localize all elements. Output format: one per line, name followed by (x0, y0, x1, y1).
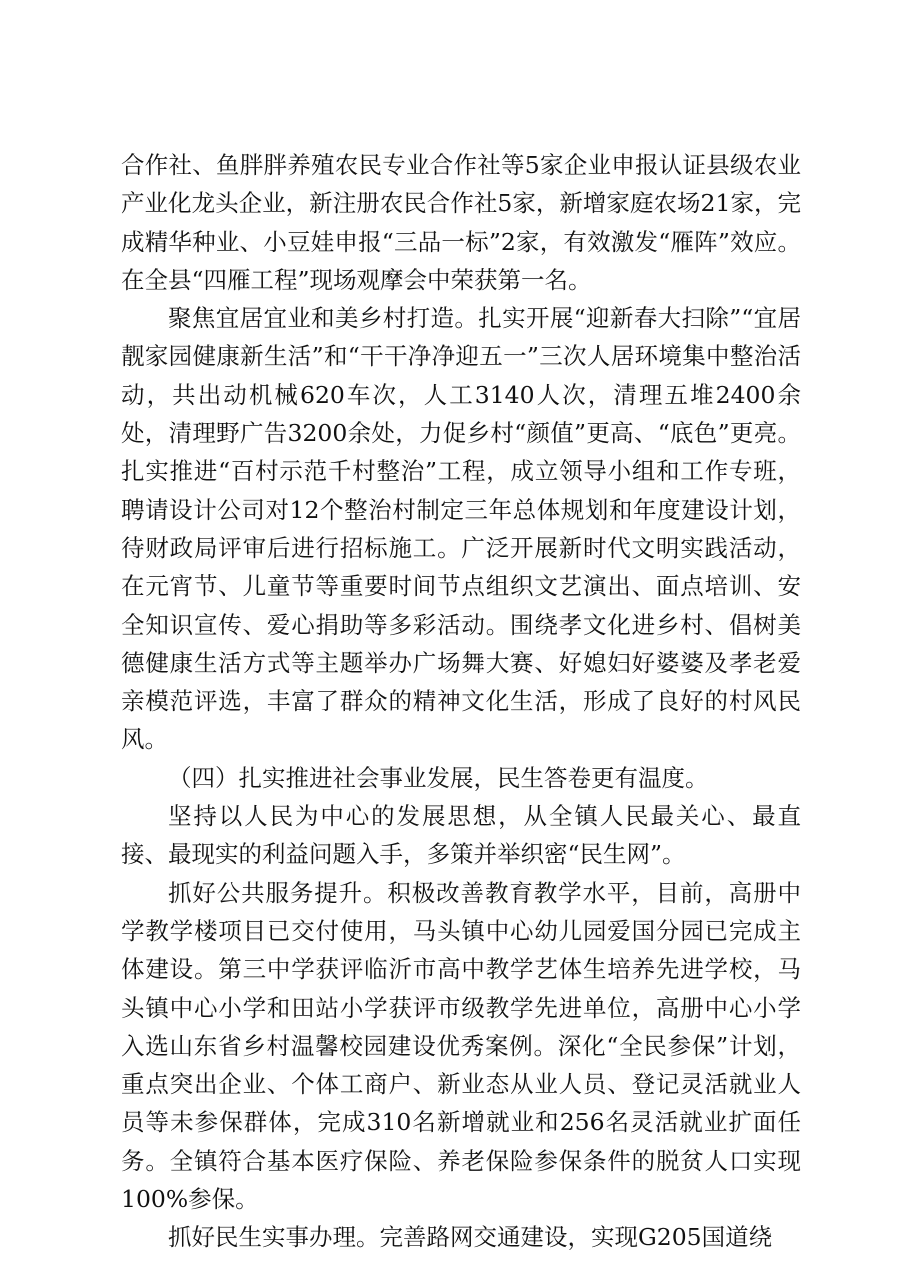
paragraph-livelihood-projects: 抓好民生实事办理。完善路网交通建设，实现G205国道绕 (168, 1223, 773, 1252)
paragraph-public-services: 抓好公共服务提升。积极改善教育教学水平，目前，高册中学教学楼项目已交付使用，马头镇中心幼儿园爱国分园已完成主体建设。第三中学获评临沂市高中教学艺体生培养先进学校，马头镇中心小学和田站小学获评市级教学先进单位，高册中心小学入选山东省乡村温馨校园建设优秀案例。深化“全民参保”计划，重点突出企业、个体工商户、新业态从业人员、登记灵活就业人员等未参保群体，完成310名新增就业和256名灵活就业扩面任务。全镇符合基本医疗保险、养老保险参保条件的脱贫人口实现100%参保。 (121, 878, 801, 1214)
document-body (121, 146, 801, 1257)
section-heading-social-affairs: （四）扎实推进社会事业发展，民生答卷更有温度。 (168, 763, 709, 792)
paragraph-cooperatives: 合作社、鱼胖胖养殖农民专业合作社等5家企业申报认证县级农业产业化龙头企业，新注册农民合作社5家，新增家庭农场21家，完成精华种业、小豆娃申报“三品一标”2家，有效激发“雁阵”效应。在全县“四雁工程”现场观摩会中荣获第一名。 (121, 151, 801, 294)
paragraph-people-centered: 坚持以人民为中心的发展思想，从全镇人民最关心、最直接、最现实的利益问题入手，多策并举织密“民生网”。 (121, 802, 801, 869)
paragraph-livable-villages: 聚焦宜居宜业和美乡村打造。扎实开展“迎新春大扫除”“宜居靓家园健康新生活”和“干干净净迎五一”三次人居环境集中整治活动，共出动机械620车次，人工3140人次，清理五堆2400余处，清理野广告3200余处，力促乡村“颜值”更高、“底色”更亮。扎实推进“百村示范千村整治”工程，成立领导小组和工作专班，聘请设计公司对12个整治村制定三年总体规划和年度建设计划，待财政局评审后进行招标施工。广泛开展新时代文明实践活动，在元宵节、儿童节等重要时间节点组织文艺演出、面点培训、安全知识宣传、爱心捐助等多彩活动。围绕孝文化进乡村、倡树美德健康生活方式等主题举办广场舞大赛、好媳妇好婆婆及孝老爱亲模范评选，丰富了群众的精神文化生活，形成了良好的村风民风。 (121, 304, 801, 754)
